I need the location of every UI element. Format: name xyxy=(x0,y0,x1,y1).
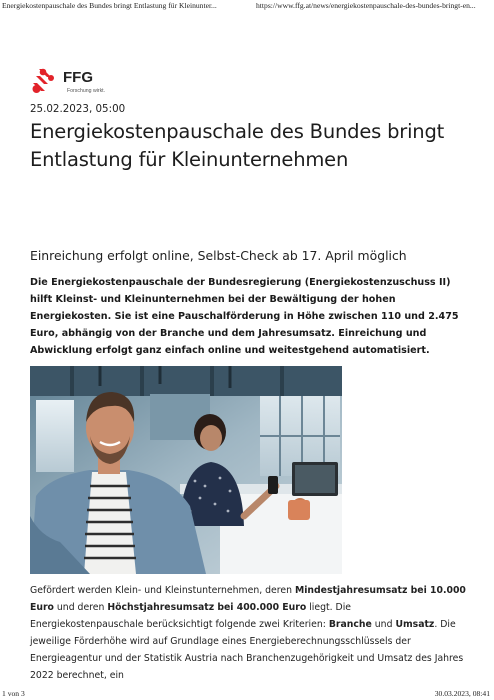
ffg-logo[interactable] xyxy=(30,66,120,100)
article-lead: Die Energiekostenpauschale der Bundesregierung (Energiekostenzuschuss II) hilft Kleinst- und Kleinunternehmen bei der Bewältigung der hohen Energiekosten. Sie ist eine Pauschalförderung in Höhe zwischen 110 und 2.475 Euro, abhängig von der Branche und dem Jahresumsatz. Einreichung und Abwicklung erfolgt ganz einfach online und weitestgehend automatisiert. xyxy=(30,277,459,356)
print-footer xyxy=(0,688,494,700)
ffg-logo-mark-icon xyxy=(30,66,120,100)
article-body xyxy=(30,582,466,684)
criterion-umsatz: Umsatz xyxy=(395,619,435,630)
print-page-title: Energiekostenpauschale des Bundes bringt Entlastung für Kleinunter... xyxy=(2,1,217,10)
logo-tagline: Forschung wirkt. xyxy=(67,88,106,94)
max-revenue-emphasis: Höchstjahresumsatz bei 400.000 Euro xyxy=(107,602,307,613)
body-text-3: liegt. Die Energiekostenpauschale berücksichtigt folgende zwei Kriterien: xyxy=(30,602,352,630)
print-header xyxy=(0,0,494,12)
min-revenue-emphasis: Mindestjahresumsatz bei 10.000 Euro xyxy=(30,585,466,613)
body-text-1: Gefördert werden Klein- und Kleinstunternehmen, deren xyxy=(30,585,295,596)
logo-name: FFG xyxy=(63,69,93,86)
print-url: https://www.ffg.at/news/energiekostenpauschale-des-bundes-bringt-en... xyxy=(256,1,476,10)
article-photo xyxy=(30,366,342,574)
criterion-branche: Branche xyxy=(328,619,372,630)
body-text-2: und deren xyxy=(53,602,108,613)
body-text-4: und xyxy=(371,619,396,630)
print-page-number: 1 von 3 xyxy=(2,689,25,698)
article-date: 25.02.2023, 05:00 xyxy=(30,103,126,115)
article-title: Energiekostenpauschale des Bundes bringt Entlastung für Kleinunternehmen xyxy=(30,120,445,171)
print-timestamp: 30.03.2023, 08:41 xyxy=(434,689,490,698)
article-subtitle: Einreichung erfolgt online, Selbst-Check ab 17. April möglich xyxy=(30,248,407,263)
body-text-5: . Die jeweilige Förderhöhe wird auf Grundlage eines Energieberechnungsschlüssels der Energieagentur und der Statistik Austria nach Branchenzugehörigkeit und Umsatz des Jahres 2022 berechnet, ein xyxy=(30,619,464,681)
